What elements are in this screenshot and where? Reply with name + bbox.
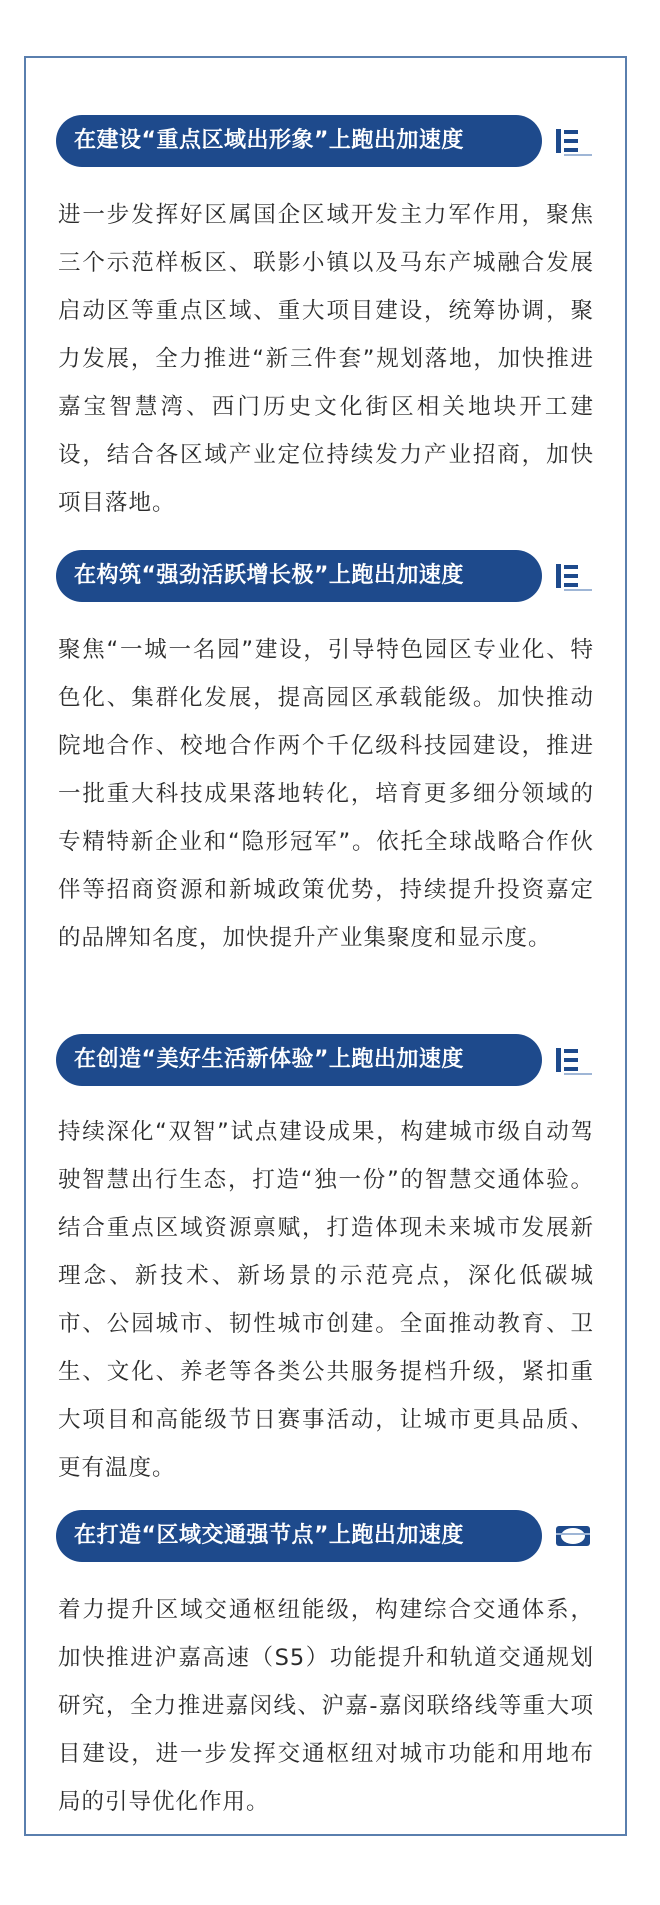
- section-body-2: 聚焦“一城一名园”建设，引导特色园区专业化、特色化、集群化发展，提高园区承载能级。加快推动院地合作、校地合作两个千亿级科技园建设，推进一批重大科技成果落地转化，培育更多细分领域的专精特新企业和“隐形冠军”。依托全球战略合作伙伴等招商资源和新城政策优势，持续提升投资嘉定的品牌知名度，加快提升产业集聚度和显示度。: [58, 637, 594, 951]
- section-heading: 在创造“美好生活新体验”上跑出加速度: [56, 1034, 542, 1086]
- section-body-3: 持续深化“双智”试点建设成果，构建城市级自动驾驶智慧出行生态，打造“独一份”的智慧交通体验。结合重点区域资源禀赋，打造体现未来城市发展新理念、新技术、新场景的示范亮点，深化低碳城市、公园城市、韧性城市创建。全面推动教育、卫生、文化、养老等各类公共服务提档升级，紧扣重大项目和高能级节日赛事活动，让城市更具品质、更有温度。: [58, 1119, 594, 1481]
- section-header-3: [56, 1034, 591, 1086]
- bracket-shape-icon: [554, 1518, 592, 1554]
- list-lines-icon: [554, 1042, 592, 1078]
- section-header-4: [56, 1510, 591, 1562]
- section-header-1: [56, 115, 591, 167]
- list-lines-icon: [554, 558, 592, 594]
- section-heading: 在打造“区域交通强节点”上跑出加速度: [56, 1510, 542, 1562]
- section-heading: 在构筑“强劲活跃增长极”上跑出加速度: [56, 550, 542, 602]
- list-lines-icon: [554, 123, 592, 159]
- section-heading: 在建设“重点区域出形象”上跑出加速度: [56, 115, 542, 167]
- section-header-2: [56, 550, 591, 602]
- section-body-1: 进一步发挥好区属国企区域开发主力军作用，聚焦三个示范样板区、联影小镇以及马东产城融合发展启动区等重点区域、重大项目建设，统筹协调，聚力发展，全力推进“新三件套”规划落地，加快推进嘉宝智慧湾、西门历史文化街区相关地块开工建设，结合各区域产业定位持续发力产业招商，加快项目落地。: [58, 202, 594, 516]
- section-body-4: 着力提升区域交通枢纽能级，构建综合交通体系，加快推进沪嘉高速（S5）功能提升和轨道交通规划研究，全力推进嘉闵线、沪嘉-嘉闵联络线等重大项目建设，进一步发挥交通枢纽对城市功能和用地布局的引导优化作用。: [58, 1597, 594, 1815]
